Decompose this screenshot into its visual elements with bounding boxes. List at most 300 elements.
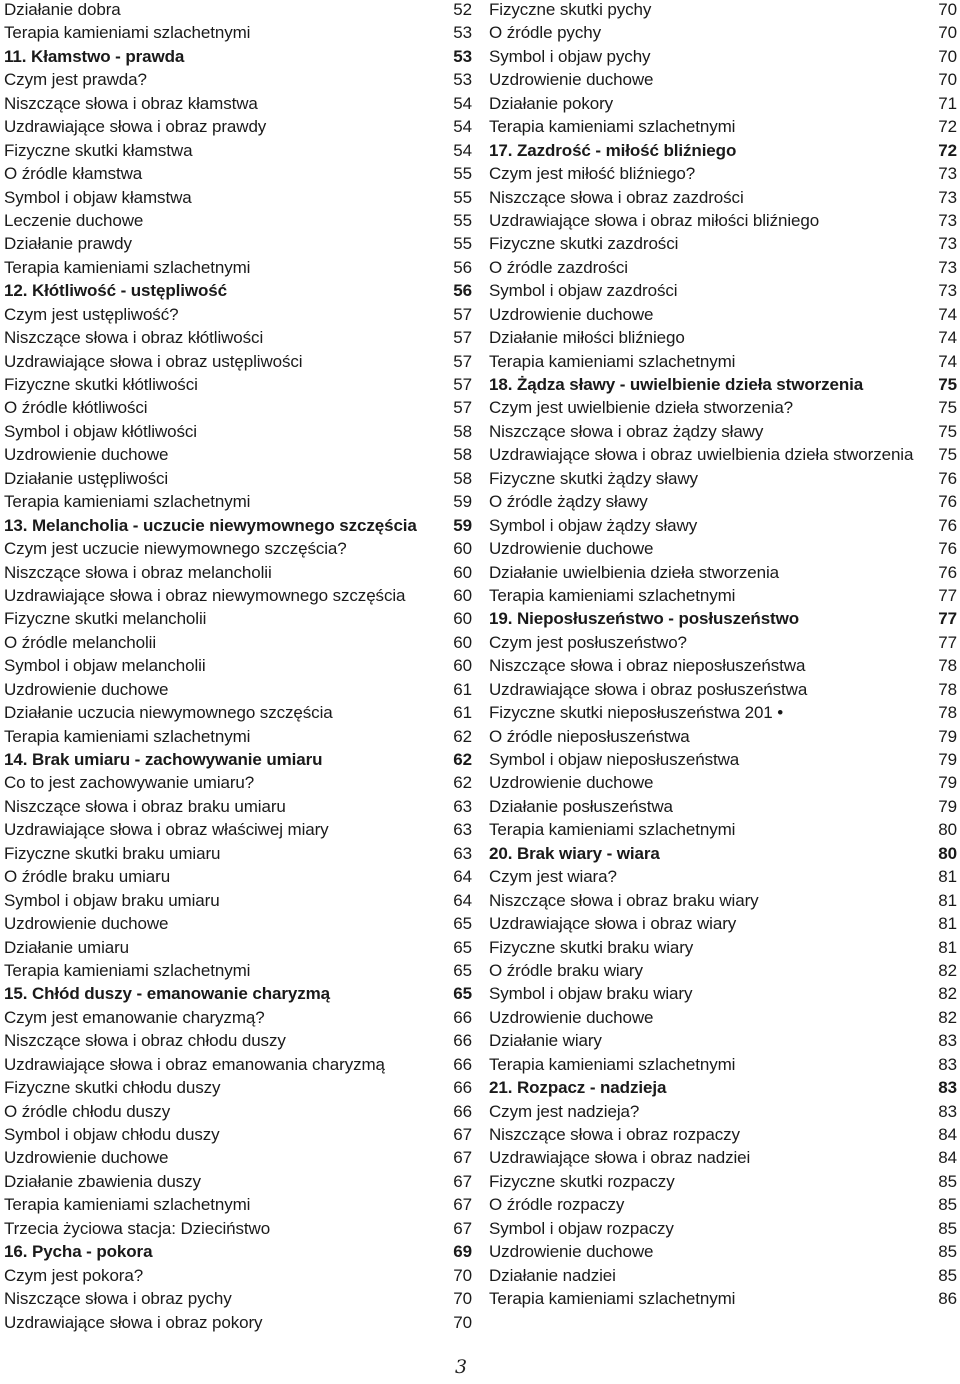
toc-entry bbox=[4, 490, 472, 513]
toc-entry-title: O źródle chłodu duszy bbox=[4, 1101, 171, 1121]
toc-entry-page: 65 bbox=[453, 937, 472, 957]
toc-entry-title: Działanie dobra bbox=[4, 0, 121, 19]
toc-entry-page: 57 bbox=[453, 351, 472, 371]
toc-entry-page: 69 bbox=[453, 1242, 472, 1262]
toc-entry-page: 60 bbox=[453, 609, 472, 629]
toc-entry-title: Niszczące słowa i obraz chłodu duszy bbox=[4, 1031, 286, 1051]
toc-entry-title: O źródle nieposłuszeństwa bbox=[489, 726, 690, 746]
toc-entry bbox=[489, 818, 957, 841]
toc-entry-page: 82 bbox=[938, 1007, 957, 1027]
toc-entry-page: 66 bbox=[453, 1054, 472, 1074]
toc-entry bbox=[4, 373, 472, 396]
toc-entry-title: Trzecia życiowa stacja: Dzieciństwo bbox=[4, 1218, 271, 1238]
toc-entry-title: O źródle braku umiaru bbox=[4, 867, 171, 887]
toc-entry bbox=[4, 303, 472, 326]
toc-entry-page: 62 bbox=[453, 773, 472, 793]
toc-entry bbox=[489, 0, 957, 21]
toc-entry bbox=[489, 678, 957, 701]
toc-entry bbox=[4, 1311, 472, 1334]
toc-entry-page: 76 bbox=[938, 492, 957, 512]
toc-entry bbox=[489, 561, 957, 584]
toc-entry-page: 81 bbox=[938, 890, 957, 910]
toc-entry bbox=[489, 490, 957, 513]
toc-entry bbox=[489, 1006, 957, 1029]
toc-entry-page: 57 bbox=[453, 304, 472, 324]
toc-entry bbox=[489, 1100, 957, 1123]
toc-entry-title: Fizyczne skutki nieposłuszeństwa 201 • bbox=[489, 703, 784, 723]
toc-entry-page: 57 bbox=[453, 328, 472, 348]
toc-entry-title: Leczenie duchowe bbox=[4, 210, 144, 230]
toc-entry-page: 83 bbox=[938, 1101, 957, 1121]
toc-entry bbox=[489, 326, 957, 349]
toc-entry-title: Czym jest wiara? bbox=[489, 867, 617, 887]
toc-chapter-heading bbox=[489, 842, 957, 865]
toc-chapter-heading bbox=[489, 1076, 957, 1099]
toc-entry-page: 67 bbox=[453, 1148, 472, 1168]
toc-entry-title: Symbol i objaw pychy bbox=[489, 46, 651, 66]
toc-entry-title: Symbol i objaw nieposłuszeństwa bbox=[489, 750, 740, 769]
toc-entry-title: Działanie uwielbienia dzieła stworzenia bbox=[489, 562, 779, 582]
toc-entry-page: 77 bbox=[938, 632, 957, 652]
toc-entry-title: O źródle kłamstwa bbox=[4, 164, 143, 184]
toc-entry-page: 54 bbox=[453, 140, 472, 160]
toc-entry-title: Uzdrawiające słowa i obraz uwielbienia dzieła stworzenia bbox=[489, 445, 914, 465]
toc-entry-title: Działanie ustępliwości bbox=[4, 468, 169, 488]
toc-entry-title: Terapia kamieniami szlachetnymi bbox=[489, 585, 736, 605]
toc-entry-title: Terapia kamieniami szlachetnymi bbox=[4, 257, 251, 277]
toc-chapter-heading bbox=[489, 139, 957, 162]
toc-entry-title: Uzdrowienie duchowe bbox=[489, 70, 654, 90]
toc-entry bbox=[4, 1076, 472, 1099]
toc-entry bbox=[4, 818, 472, 841]
toc-entry-page: 70 bbox=[938, 70, 957, 90]
toc-entry-title: Terapia kamieniami szlachetnymi bbox=[4, 726, 251, 746]
toc-entry-title: Uzdrawiające słowa i obraz nadziei bbox=[489, 1148, 751, 1168]
toc-entry-title: 20. Brak wiary - wiara bbox=[489, 843, 660, 863]
toc-entry-title: Działanie posłuszeństwa bbox=[489, 796, 673, 816]
toc-entry bbox=[4, 771, 472, 794]
toc-entry-page: 70 bbox=[453, 1289, 472, 1309]
toc-entry bbox=[4, 21, 472, 44]
toc-entry-page: 54 bbox=[453, 93, 472, 113]
toc-entry bbox=[489, 420, 957, 443]
toc-entry bbox=[4, 865, 472, 888]
toc-chapter-heading bbox=[4, 982, 472, 1005]
toc-entry-title: Działanie prawdy bbox=[4, 234, 132, 254]
toc-entry-page: 70 bbox=[453, 1265, 472, 1285]
toc-entry-title: Działanie zbawienia duszy bbox=[4, 1171, 201, 1191]
toc-entry bbox=[4, 584, 472, 607]
toc-entry-page: 81 bbox=[938, 914, 957, 934]
toc-entry-page: 70 bbox=[938, 23, 957, 43]
toc-entry bbox=[489, 279, 957, 302]
toc-entry bbox=[4, 936, 472, 959]
toc-entry-page: 78 bbox=[938, 656, 957, 676]
toc-entry bbox=[489, 303, 957, 326]
toc-entry-page: 60 bbox=[453, 632, 472, 652]
toc-entry-title: Uzdrowienie duchowe bbox=[489, 1242, 654, 1262]
toc-entry-page: 70 bbox=[453, 1312, 472, 1332]
toc-entry-page: 84 bbox=[938, 1148, 957, 1168]
toc-entry-page: 64 bbox=[453, 890, 472, 910]
toc-left-column bbox=[4, 0, 472, 1334]
toc-chapter-heading bbox=[489, 373, 957, 396]
toc-entry bbox=[4, 842, 472, 865]
toc-entry-page: 85 bbox=[938, 1171, 957, 1191]
toc-entry bbox=[489, 443, 957, 466]
toc-entry-page: 64 bbox=[453, 867, 472, 887]
toc-entry-page: 76 bbox=[938, 539, 957, 559]
toc-entry-title: Symbol i objaw żądzy sławy bbox=[489, 515, 698, 535]
toc-entry bbox=[489, 1287, 957, 1310]
toc-entry bbox=[4, 561, 472, 584]
toc-entry-title: Czym jest uczucie niewymownego szczęścia? bbox=[4, 539, 347, 559]
toc-entry bbox=[4, 607, 472, 630]
toc-entry-page: 76 bbox=[938, 468, 957, 488]
toc-entry-title: Uzdrawiające słowa i obraz ustępliwości bbox=[4, 351, 303, 371]
toc-entry-title: Terapia kamieniami szlachetnymi bbox=[489, 820, 736, 840]
toc-entry-title: Fizyczne skutki braku umiaru bbox=[4, 843, 221, 863]
toc-entry bbox=[4, 443, 472, 466]
toc-entry-page: 73 bbox=[938, 210, 957, 230]
toc-entry-title: Symbol i objaw braku umiaru bbox=[4, 890, 220, 910]
toc-entry-title: Niszczące słowa i obraz melancholii bbox=[4, 562, 272, 582]
toc-entry bbox=[489, 865, 957, 888]
toc-entry bbox=[489, 68, 957, 91]
toc-entry-page: 85 bbox=[938, 1195, 957, 1215]
toc-entry-title: Symbol i objaw chłodu duszy bbox=[4, 1125, 220, 1144]
toc-entry-page: 61 bbox=[453, 703, 472, 723]
toc-entry-page: 54 bbox=[453, 117, 472, 137]
toc-entry-page: 60 bbox=[453, 539, 472, 559]
toc-entry-page: 77 bbox=[938, 609, 957, 629]
toc-entry bbox=[489, 701, 957, 724]
toc-entry bbox=[4, 1193, 472, 1216]
toc-entry bbox=[4, 889, 472, 912]
toc-entry bbox=[4, 326, 472, 349]
toc-entry bbox=[489, 912, 957, 935]
toc-entry-page: 53 bbox=[453, 23, 472, 43]
toc-chapter-heading bbox=[4, 748, 472, 771]
toc-entry bbox=[4, 162, 472, 185]
toc-entry-page: 67 bbox=[453, 1218, 472, 1238]
toc-entry-page: 74 bbox=[938, 328, 957, 348]
toc-entry-page: 53 bbox=[453, 70, 472, 90]
toc-entry bbox=[4, 912, 472, 935]
toc-entry bbox=[4, 209, 472, 232]
toc-entry-title: Terapia kamieniami szlachetnymi bbox=[4, 23, 251, 43]
toc-entry-title: Fizyczne skutki pychy bbox=[489, 0, 652, 19]
toc-entry bbox=[489, 209, 957, 232]
toc-entry-page: 73 bbox=[938, 164, 957, 184]
toc-entry-page: 85 bbox=[938, 1265, 957, 1285]
toc-entry bbox=[4, 795, 472, 818]
toc-entry-title: Uzdrowienie duchowe bbox=[4, 1148, 169, 1168]
toc-entry-page: 58 bbox=[453, 468, 472, 488]
toc-entry bbox=[4, 92, 472, 115]
toc-entry-title: Działanie miłości bliźniego bbox=[489, 328, 685, 348]
toc-entry-title: Działanie nadziei bbox=[489, 1265, 616, 1285]
toc-entry-page: 52 bbox=[453, 0, 472, 19]
toc-entry-title: Czym jest prawda? bbox=[4, 70, 147, 90]
toc-entry bbox=[489, 936, 957, 959]
toc-entry-page: 73 bbox=[938, 187, 957, 207]
toc-entry bbox=[4, 678, 472, 701]
toc-entry-title: Czym jest miłość bliźniego? bbox=[489, 164, 696, 184]
toc-entry-page: 55 bbox=[453, 234, 472, 254]
toc-entry-title: Terapia kamieniami szlachetnymi bbox=[4, 492, 251, 512]
toc-entry bbox=[489, 584, 957, 607]
toc-chapter-heading bbox=[4, 1240, 472, 1263]
toc-entry-title: O źródle braku wiary bbox=[489, 960, 643, 980]
toc-chapter-heading bbox=[4, 279, 472, 302]
toc-entry-title: Niszczące słowa i obraz nieposłuszeństwa bbox=[489, 656, 806, 676]
toc-entry bbox=[489, 795, 957, 818]
toc-entry-page: 74 bbox=[938, 351, 957, 371]
toc-entry bbox=[4, 232, 472, 255]
toc-entry-page: 76 bbox=[938, 515, 957, 535]
toc-entry-title: Niszczące słowa i obraz żądzy sławy bbox=[489, 421, 764, 441]
toc-entry bbox=[4, 1006, 472, 1029]
page-number: 3 bbox=[455, 1356, 468, 1378]
toc-entry bbox=[489, 1123, 957, 1146]
toc-entry-title: O źródle żądzy sławy bbox=[489, 492, 648, 512]
toc-entry bbox=[4, 1287, 472, 1310]
toc-entry-page: 75 bbox=[938, 375, 957, 394]
toc-entry-page: 67 bbox=[453, 1171, 472, 1191]
toc-entry-page: 58 bbox=[453, 421, 472, 441]
toc-entry-title: 11. Kłamstwo - prawda bbox=[4, 46, 185, 66]
toc-entry-title: Działanie uczucia niewymownego szczęścia bbox=[4, 703, 333, 723]
toc-entry-page: 72 bbox=[938, 140, 957, 160]
toc-right-column bbox=[489, 0, 957, 1311]
toc-entry-title: Terapia kamieniami szlachetnymi bbox=[489, 1289, 736, 1309]
toc-entry-page: 84 bbox=[938, 1125, 957, 1144]
toc-entry bbox=[4, 0, 472, 21]
toc-entry-page: 57 bbox=[453, 398, 472, 418]
toc-entry bbox=[4, 701, 472, 724]
toc-entry-title: 21. Rozpacz - nadzieja bbox=[489, 1078, 667, 1098]
toc-entry bbox=[489, 92, 957, 115]
toc-entry-page: 66 bbox=[453, 1101, 472, 1121]
toc-entry-title: Uzdrawiające słowa i obraz wiary bbox=[489, 914, 737, 934]
toc-entry-page: 85 bbox=[938, 1242, 957, 1262]
toc-entry-page: 75 bbox=[938, 445, 957, 465]
toc-entry bbox=[489, 748, 957, 771]
toc-entry bbox=[4, 350, 472, 373]
toc-entry bbox=[489, 1053, 957, 1076]
toc-entry-title: Symbol i objaw braku wiary bbox=[489, 984, 693, 1004]
toc-entry bbox=[4, 1217, 472, 1240]
toc-entry-page: 70 bbox=[938, 0, 957, 19]
toc-entry-page: 71 bbox=[938, 93, 957, 113]
toc-entry-title: Uzdrowienie duchowe bbox=[4, 445, 169, 465]
toc-entry-title: Terapia kamieniami szlachetnymi bbox=[4, 960, 251, 980]
toc-entry-page: 79 bbox=[938, 726, 957, 746]
toc-entry-title: Uzdrowienie duchowe bbox=[489, 773, 654, 793]
toc-entry-page: 65 bbox=[453, 984, 472, 1004]
toc-entry bbox=[489, 725, 957, 748]
toc-entry-page: 86 bbox=[938, 1289, 957, 1309]
toc-entry-page: 67 bbox=[453, 1125, 472, 1144]
toc-entry-page: 56 bbox=[453, 257, 472, 277]
toc-entry-title: Niszczące słowa i obraz pychy bbox=[4, 1289, 232, 1309]
toc-entry-page: 66 bbox=[453, 1078, 472, 1098]
toc-entry-page: 60 bbox=[453, 656, 472, 676]
toc-entry-title: Działanie umiaru bbox=[4, 937, 130, 957]
toc-entry bbox=[489, 1264, 957, 1287]
toc-entry bbox=[4, 139, 472, 162]
toc-entry-page: 63 bbox=[453, 796, 472, 816]
toc-entry-title: Niszczące słowa i obraz braku umiaru bbox=[4, 796, 286, 816]
toc-entry bbox=[4, 467, 472, 490]
toc-entry-title: O źródle pychy bbox=[489, 23, 601, 43]
toc-entry-title: Uzdrawiające słowa i obraz miłości bliźniego bbox=[489, 210, 820, 230]
toc-entry-title: Niszczące słowa i obraz kłótliwości bbox=[4, 328, 264, 348]
toc-entry bbox=[489, 21, 957, 44]
toc-entry bbox=[489, 186, 957, 209]
toc-entry-title: Uzdrowienie duchowe bbox=[4, 914, 169, 934]
toc-entry-page: 58 bbox=[453, 445, 472, 465]
toc-entry bbox=[489, 654, 957, 677]
toc-entry bbox=[489, 889, 957, 912]
toc-entry bbox=[489, 467, 957, 490]
toc-entry bbox=[489, 514, 957, 537]
toc-entry-page: 66 bbox=[453, 1007, 472, 1027]
toc-entry-page: 73 bbox=[938, 281, 957, 301]
toc-entry-page: 72 bbox=[938, 117, 957, 137]
toc-entry bbox=[489, 1240, 957, 1263]
toc-entry bbox=[489, 45, 957, 68]
toc-entry bbox=[489, 1146, 957, 1169]
toc-entry-page: 83 bbox=[938, 1054, 957, 1074]
toc-entry-title: Uzdrawiające słowa i obraz emanowania charyzmą bbox=[4, 1054, 385, 1074]
toc-entry bbox=[4, 959, 472, 982]
toc-entry-page: 59 bbox=[453, 492, 472, 512]
toc-entry-title: Czym jest emanowanie charyzmą? bbox=[4, 1007, 265, 1027]
toc-entry bbox=[4, 1053, 472, 1076]
toc-entry-title: Terapia kamieniami szlachetnymi bbox=[4, 1195, 251, 1215]
toc-entry-title: Czym jest nadzieja? bbox=[489, 1101, 640, 1121]
toc-entry-page: 63 bbox=[453, 843, 472, 863]
toc-entry-title: 16. Pycha - pokora bbox=[4, 1242, 153, 1262]
toc-entry-page: 55 bbox=[453, 187, 472, 207]
toc-entry-title: Terapia kamieniami szlachetnymi bbox=[489, 117, 736, 137]
toc-entry bbox=[489, 396, 957, 419]
toc-entry-page: 63 bbox=[453, 820, 472, 840]
toc-entry-title: Fizyczne skutki żądzy sławy bbox=[489, 468, 698, 488]
toc-entry-page: 57 bbox=[453, 375, 472, 394]
toc-entry-page: 79 bbox=[938, 773, 957, 793]
toc-entry bbox=[489, 232, 957, 255]
toc-entry-title: Terapia kamieniami szlachetnymi bbox=[489, 351, 736, 371]
toc-entry-page: 55 bbox=[453, 210, 472, 230]
toc-entry-page: 53 bbox=[453, 46, 472, 66]
toc-entry-title: Niszczące słowa i obraz zazdrości bbox=[489, 187, 744, 207]
toc-entry-title: Uzdrawiające słowa i obraz posłuszeństwa bbox=[489, 679, 808, 699]
toc-entry bbox=[4, 420, 472, 443]
toc-entry bbox=[489, 631, 957, 654]
toc-entry-page: 74 bbox=[938, 304, 957, 324]
toc-entry-page: 82 bbox=[938, 984, 957, 1004]
toc-entry-page: 79 bbox=[938, 750, 957, 769]
toc-entry-page: 85 bbox=[938, 1218, 957, 1238]
toc-entry bbox=[4, 186, 472, 209]
toc-entry-title: Czym jest uwielbienie dzieła stworzenia? bbox=[489, 398, 794, 418]
toc-entry bbox=[489, 1217, 957, 1240]
toc-entry bbox=[4, 537, 472, 560]
toc-entry-title: 15. Chłód duszy - emanowanie charyzmą bbox=[4, 984, 331, 1004]
toc-entry-title: Symbol i objaw zazdrości bbox=[489, 281, 678, 301]
toc-entry-title: Działanie pokory bbox=[489, 93, 614, 113]
toc-entry-title: Uzdrowienie duchowe bbox=[489, 304, 654, 324]
toc-entry bbox=[489, 771, 957, 794]
toc-entry-title: Symbol i objaw kłótliwości bbox=[4, 421, 197, 441]
toc-entry-title: Fizyczne skutki zazdrości bbox=[489, 234, 679, 254]
toc-entry bbox=[489, 115, 957, 138]
toc-entry-title: Uzdrowienie duchowe bbox=[4, 679, 169, 699]
toc-entry-page: 78 bbox=[938, 703, 957, 723]
toc-entry-page: 75 bbox=[938, 421, 957, 441]
toc-entry-page: 65 bbox=[453, 960, 472, 980]
toc-entry bbox=[4, 631, 472, 654]
toc-entry-title: O źródle rozpaczy bbox=[489, 1195, 625, 1215]
toc-entry-page: 82 bbox=[938, 960, 957, 980]
toc-entry-title: Terapia kamieniami szlachetnymi bbox=[489, 1054, 736, 1074]
toc-entry bbox=[4, 1029, 472, 1052]
toc-entry bbox=[4, 1264, 472, 1287]
toc-entry-page: 75 bbox=[938, 398, 957, 418]
toc-entry-title: Działanie wiary bbox=[489, 1031, 602, 1051]
toc-entry-title: Symbol i objaw kłamstwa bbox=[4, 187, 192, 207]
toc-entry-page: 65 bbox=[453, 914, 472, 934]
toc-entry-page: 78 bbox=[938, 679, 957, 699]
toc-entry bbox=[4, 654, 472, 677]
toc-chapter-heading bbox=[4, 514, 472, 537]
toc-entry-title: 13. Melancholia - uczucie niewymownego szczęścia bbox=[4, 515, 417, 535]
toc-entry bbox=[489, 1193, 957, 1216]
toc-entry-page: 73 bbox=[938, 257, 957, 277]
toc-entry-title: 14. Brak umiaru - zachowywanie umiaru bbox=[4, 750, 323, 769]
toc-entry-page: 66 bbox=[453, 1031, 472, 1051]
toc-entry-title: Uzdrawiające słowa i obraz właściwej miary bbox=[4, 820, 329, 840]
toc-entry-page: 62 bbox=[453, 726, 472, 746]
toc-entry-title: Uzdrawiające słowa i obraz niewymownego szczęścia bbox=[4, 585, 406, 605]
toc-entry-page: 60 bbox=[453, 562, 472, 582]
toc-entry-page: 83 bbox=[938, 1031, 957, 1051]
toc-entry-title: O źródle melancholii bbox=[4, 632, 157, 652]
toc-entry bbox=[4, 396, 472, 419]
toc-entry-title: Czym jest posłuszeństwo? bbox=[489, 632, 687, 652]
toc-entry-page: 62 bbox=[453, 750, 472, 769]
toc-entry-title: Uzdrowienie duchowe bbox=[489, 539, 654, 559]
toc-entry-title: O źródle kłótliwości bbox=[4, 398, 148, 418]
toc-entry bbox=[489, 1170, 957, 1193]
toc-chapter-heading bbox=[4, 45, 472, 68]
toc-entry bbox=[4, 1146, 472, 1169]
toc-entry bbox=[4, 68, 472, 91]
toc-entry-title: Symbol i objaw rozpaczy bbox=[489, 1218, 674, 1238]
toc-entry bbox=[489, 1029, 957, 1052]
toc-entry-title: Co to jest zachowywanie umiaru? bbox=[4, 773, 255, 793]
toc-entry-page: 80 bbox=[938, 843, 957, 863]
toc-entry-title: 17. Zazdrość - miłość bliźniego bbox=[489, 140, 737, 160]
toc-entry-title: Fizyczne skutki rozpaczy bbox=[489, 1171, 675, 1191]
toc-entry-page: 61 bbox=[453, 679, 472, 699]
toc-entry bbox=[489, 537, 957, 560]
toc-entry-title: O źródle zazdrości bbox=[489, 257, 628, 277]
toc-entry-title: Fizyczne skutki chłodu duszy bbox=[4, 1078, 221, 1098]
